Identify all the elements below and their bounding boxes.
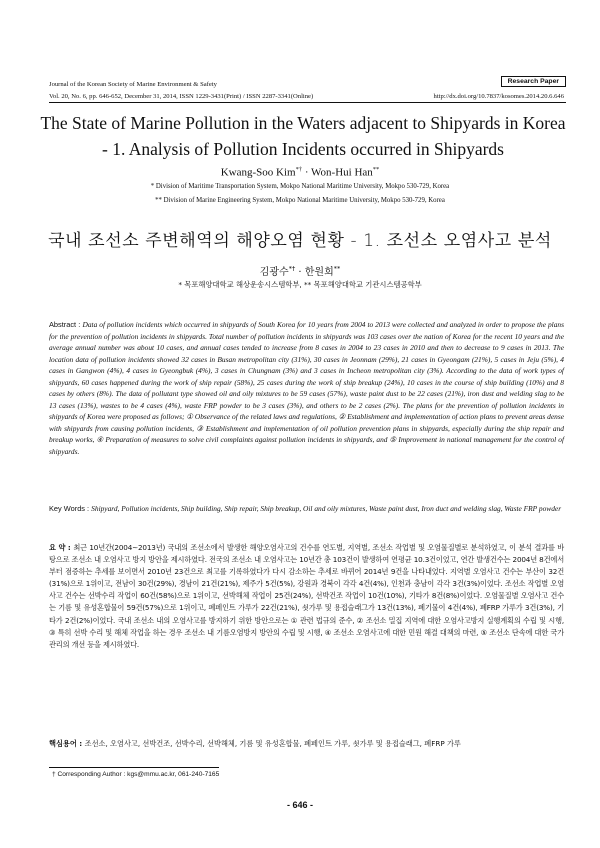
keywords — [49, 503, 564, 515]
korean-keywords-label: 핵심용어 : — [49, 739, 85, 748]
volume-info: Vol. 20, No. 6, pp. 646-652, December 31, 2014, ISSN 1229-3431(Print) / ISSN 2287-3341(Online) — [49, 93, 314, 100]
page-number: - 646 - — [286, 800, 313, 810]
author-2-mark-kr: ** — [333, 264, 341, 273]
korean-keywords-text: 조선소, 오염사고, 선박건조, 선박수리, 선박해체, 기름 및 유성혼합물, 폐페인트 가루, 쇳가루 및 용접슬래그, 폐FRP 가루 — [84, 739, 461, 748]
author-separator: · — [302, 166, 312, 179]
corresponding-author-footnote: † Corresponding Author : kgs@mmu.ac.kr, 061-240-7165 — [52, 771, 220, 778]
affiliation-kr: * 목포해양대학교 해상운송시스템학부, ** 목포해양대학교 기관시스템공학부 — [178, 280, 422, 289]
authors-kr — [0, 263, 600, 278]
author-1-mark: *† — [295, 166, 303, 173]
header-rule — [49, 102, 566, 103]
affiliation-1: * Division of Maritime Transportation System, Mokpo National Maritime University, Mokpo 530-729, Korea — [150, 183, 450, 190]
korean-keywords — [49, 738, 564, 750]
abstract-label: Abstract : — [49, 320, 83, 329]
korean-summary-text: 최근 10년간(2004∼2013년) 국내의 조선소에서 발생한 해양오염사고의 건수를 연도별, 지역별, 조선소 작업별 및 오염물질별로 분석하였고, 이 분석 결과를 바탕으로 조선소 내 오염사고 방지 방안을 제시하였다. 전국의 조선소 내 오염사고는 10년간 총 103건이 발생하여 연평균 10.3건이었고, 연간 발생건수는 2004년 8건에서부터 점증하는 추세를 보이면서 2010년 23건으로 최고를 기록하였다가 다시 감소하는 추세로 바뀌어 2014년 9건을 나타내었다. 지역별 오염사고 건수는 부산이 32건(31%)으로 1위이고, 전남이 30건(29%), 경남이 21건(21%), 제주가 5건(5%), 강원과 경북이 각각 4건(4%), 인천과 충남이 각각 3건(3%)이었다. 조선소 작업별 오염사고 건수는 선박수리 작업이 60건(58%)으로 1위이고, 선박해체 작업이 25건(24%), 선박건조 작업이 10건(10%), 기타가 8건(8%)이었다. 오염물질별 오염사고 건수는 기름 및 유성혼합물이 59건(57%)으로 1위이고, 폐페인트 가루가 22건(21%), 쇳가루 및 용접슬래그가 13건(13%), 폐기물이 4건(4%), 폐FRP 가루가 3건(3%), 기타가 2건(2%)이었다. 국내 조선소 내의 오염사고를 방지하기 위한 방안으로는 ① 관련 법규의 준수, ② 조선소 밀집 지역에 대한 오염사고방지 실행계획의 수립 및 시행, ③ 특히 선박 수리 및 해체 작업을 하는 경우 조선소 내 기름오염방지 방안의 수립 및 시행, ④ 조선소 오염사고에 대한 민원 해결 대책의 마련, ⑤ 조선소 단속에 대한 국가 관리의 개선 등을 제시하였다. — [49, 543, 564, 649]
korean-summary-label: 요 약 : — [49, 543, 74, 552]
korean-summary — [49, 542, 564, 651]
paper-title-en: The State of Marine Pollution in the Waters adjacent to Shipyards in Korea - 1. Analysis of Pollution Incidents occurred in Shipyards — [40, 113, 566, 159]
footnote-rule — [49, 767, 219, 768]
author-1-name: Kwang-Soo Kim — [220, 166, 296, 179]
abstract — [49, 319, 564, 458]
research-paper-badge: Research Paper — [501, 76, 566, 87]
affiliation-2: ** Division of Marine Engineering System, Mokpo National Maritime University, Mokpo 530-729, Korea — [155, 197, 445, 204]
keywords-text: Shipyard, Pollution incidents, Ship building, Ship repair, Ship breakup, Oil and oily mixtures, Waste paint dust, Iron duct and welding slag, Waste FRP powder — [91, 504, 562, 513]
author-1-name-kr: 김광수 — [259, 267, 289, 278]
abstract-text: Data of pollution incidents which occurred in shipyards of South Korea for 10 years from 2004 to 2013 were collected and analyzed in order to propose the plans for the prevention of pollution incidents in shipyards. Total number of pollution incidents in shipyards was 103 cases over the nation of Korea for the recent 10 years and the average annual number was about 10 cases, and annual cases tended to increase from 8 cases in 2004 to 23 cases in 2010 and then to decrease to 9 cases in 2013. The location data of pollution incidents showed 32 cases in Busan metropolitan city (31%), 30 cases in Jeonnam (29%), 21 cases in Gyeongam (21%), 5 cases in Jeju (5%), 4 cases in Gangwon (4%), 4 cases in Gyeongbuk (4%), 3 cases in Chungnam (3%) and 3 cases in Incheon metropolitan city (3%). According to the data of work types of shipyards, 60 cases happened during the work of ship repair (58%), 25 cases during the work of ship breakup (24%), 10 cases in the course of ship building (10%) and 8 cases by others (8%). The data of pollutant type showed oil and oily mixtures to be 59 cases (57%), waste paint dust to be 22 cases (21%), iron dust and welding slag to be 13 cases (13%), wastes to be 4 cases (4%), waste FRP powder to be 3 cases (3%), and others to be 2 cases (2%). The plans for the prevention of pollution incidents in shipyards of Korea were proposed as follows; ① Observance of the related laws and regulations, ② Establishment and implementation of action plans to prevent areas dense with shipyards from causing pollution incidents, ③ Establishment and implementation of oil pollution prevention plans in shipyards, especially during the ship repair and breakup works, ④ Preparation of measures to solve civil complaints against pollution incidents in shipyards, and ⑤ Improvement in national management for the control of shipyards. — [49, 320, 564, 457]
author-1-mark-kr: *† — [288, 264, 296, 273]
author-2-mark: ** — [372, 166, 380, 173]
author-2-name: Won-Hui Han — [311, 166, 373, 179]
journal-name: Journal of the Korean Society of Marine Environment & Safety — [49, 81, 217, 88]
paper-title-kr: 국내 조선소 주변해역의 해양오염 현황 - 1. 조선소 오염사고 분석 — [48, 231, 552, 251]
author-2-name-kr: 한원희 — [304, 267, 334, 278]
authors-en — [0, 166, 600, 179]
keywords-label: Key Words : — [49, 504, 92, 513]
doi-link[interactable]: http://dx.doi.org/10.7837/kosomes.2014.20.6.646 — [433, 93, 564, 100]
author-separator-kr: · — [295, 267, 305, 278]
